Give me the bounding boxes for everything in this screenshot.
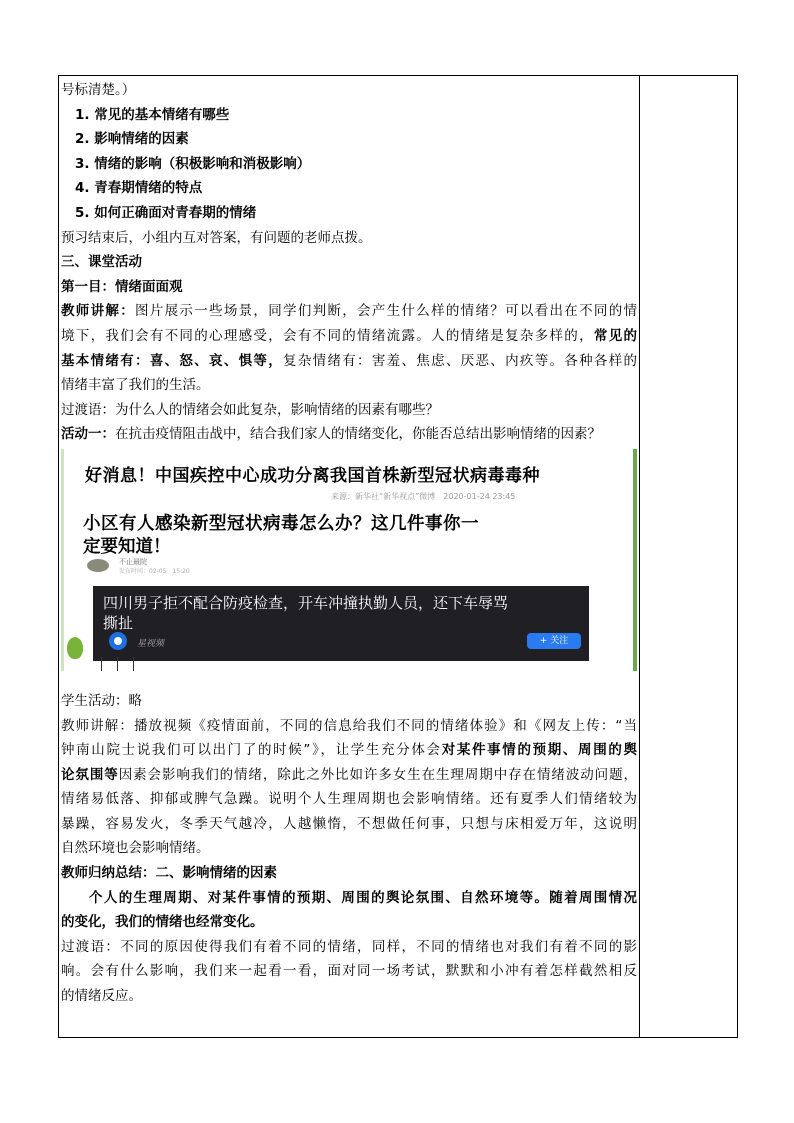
summary-line: 个人的生理周期、对某件事情的预期、周围的舆论氛围、自然环境等。随着周围情况 <box>89 889 637 906</box>
subsection-heading: 第一目：情绪面面观 <box>61 278 183 295</box>
summary-line: 的变化，我们的情绪也经常变化。 <box>61 914 264 931</box>
text: 因素会影响我们的情绪，除此之外比如许多女生在生理周期中存在情绪波动问题， <box>118 766 638 783</box>
text: 图片展示一些场景，同学们判断，会产生什么样的情绪？可以看出在不同的情 <box>135 303 638 320</box>
paragraph-line <box>61 763 637 788</box>
news-headline-2: 小区有人感染新型冠状病毒怎么办？这几件事你一 <box>83 513 479 534</box>
paragraph-line <box>61 324 637 349</box>
summary-heading <box>61 861 637 886</box>
text: 在抗击疫情阻击战中，结合我们家人的情绪变化，你能否总结出影响情绪的因素？ <box>115 426 601 443</box>
preview-item-1: 1. 常见的基本情绪有哪些 <box>75 106 230 123</box>
lesson-table <box>58 75 738 1038</box>
news-headline-3-cont: 撕扯 <box>103 613 134 632</box>
decor-stick <box>117 657 118 671</box>
news-headline-1: 好消息！中国疾控中心成功分离我国首株新型冠状病毒毒种 <box>85 465 540 486</box>
label: 教师讲解： <box>61 303 136 320</box>
news-source-3: 星视频 <box>137 638 165 649</box>
preview-item-3: 3. 情绪的影响（积极影响和消极影响） <box>75 155 311 172</box>
news-headline-3: 四川男子拒不配合防疫检查，开车冲撞执勤人员，还下车辱骂 <box>103 593 509 612</box>
decor-stick <box>101 657 102 671</box>
bold-text: 论氛围等 <box>61 766 119 783</box>
paragraph-line: 自然环境也会影响情绪。 <box>61 840 210 857</box>
news-source-1: 来源：新华社“新华视点”微博 2020-01-24 23:45 <box>331 491 516 501</box>
preview-item-4: 4. 青春期情绪的特点 <box>75 180 203 197</box>
spacer <box>61 671 637 689</box>
transition-line: 过渡语：不同的原因使得我们有着不同的情绪，同样，不同的情绪也对我们有着不同的影 <box>61 938 637 955</box>
news-headline-2-cont: 定要知道！ <box>83 536 171 557</box>
transition-line: 过渡语：为什么人的情绪会如此复杂，影响情绪的因素有哪些？ <box>61 401 439 418</box>
transition-line: 响。会有什么影响，我们来一起看一看，面对同一场考试，默默和小冲有着怎样截然相反 <box>61 963 637 980</box>
paragraph-line: 情绪易低落、抑郁或脾气急躁。说明个人生理周期也会影响情绪。还有夏季人们情绪较为 <box>61 791 637 808</box>
label: 活动一： <box>61 426 115 443</box>
news-date-2: 发布时间：02-05 15:20 <box>119 567 190 575</box>
paragraph-line: 情绪丰富了我们的生活。 <box>61 377 210 394</box>
content-cell <box>61 78 637 1009</box>
preview-item-5: 5. 如何正确面对青春期的情绪 <box>75 204 257 221</box>
tree-icon <box>67 637 83 659</box>
section-heading: 三、课堂活动 <box>61 254 142 271</box>
video-logo-icon <box>109 632 127 650</box>
preview-item-2: 2. 影响情绪的因素 <box>75 131 189 148</box>
follow-button[interactable]: + 关注 <box>527 633 581 649</box>
paragraph-line <box>61 349 637 374</box>
student-activity: 学生活动：略 <box>61 692 142 709</box>
paragraph-line <box>61 738 637 763</box>
bold-text: 常见的 <box>593 327 638 344</box>
news-card-3 <box>93 586 589 661</box>
column-divider <box>639 76 640 1037</box>
text-line: 预习结束后，小组内互对答案，有问题的老师点拨。 <box>61 229 372 246</box>
bold-text: 基本情绪有：喜、怒、哀、惧等， <box>61 352 284 369</box>
paragraph-line <box>61 299 637 324</box>
label: 教师归纳总结： <box>61 865 156 882</box>
text: 钟南山院士说我们可以出门了的时候”》，让学生充分体会 <box>61 742 442 759</box>
transition-line: 的情绪反应。 <box>61 988 142 1005</box>
news-screenshot <box>61 449 637 671</box>
decor-bar <box>633 449 637 671</box>
paragraph-line: 教师讲解：播放视频《疫情面前，不同的信息给我们不同的情绪体验》和《网友上传：“当 <box>61 717 637 734</box>
avatar <box>87 559 109 572</box>
decor-stick <box>133 657 134 671</box>
text: 复杂情绪有：害羞、焦虑、厌恶、内疚等。各种各样的 <box>283 352 638 369</box>
activity-line <box>61 422 637 447</box>
paragraph-line: 暴躁，容易发火，冬季天气越冷，人越懒惰，不想做任何事，只想与床相爱万年，这说明 <box>61 815 637 832</box>
text: 境下，我们会有不同的心理感受，会有不同的情绪流露。人的情绪是复杂多样的， <box>61 327 594 344</box>
bold-text: 对某件事情的预期、周围的舆 <box>441 742 638 759</box>
news-author-2: 不止最院 <box>119 557 147 566</box>
decor-bar <box>61 449 64 671</box>
text-line: 号标清楚。） <box>61 82 136 98</box>
text: 二、影响情绪的因素 <box>155 865 277 882</box>
